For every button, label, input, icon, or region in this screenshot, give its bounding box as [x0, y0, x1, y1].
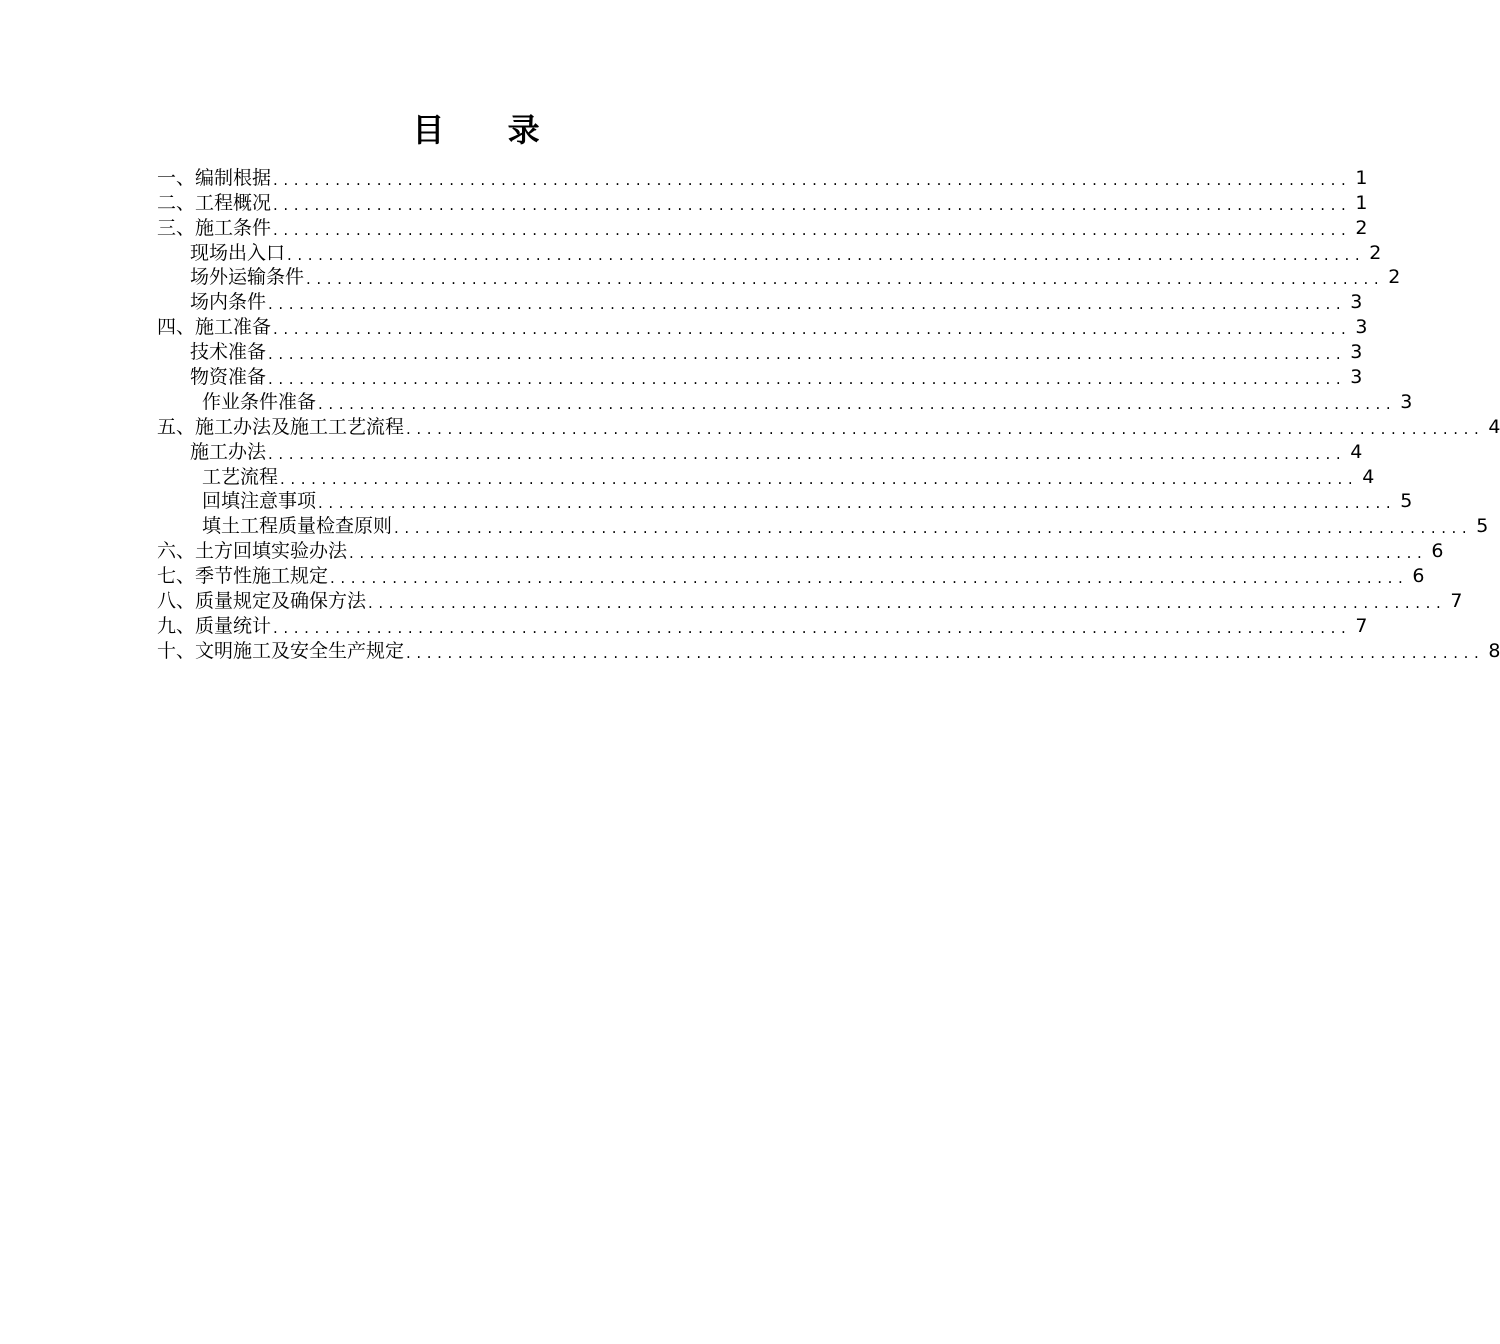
toc-leader-dots: ........................................................................................................: [273, 618, 1352, 637]
toc-entry[interactable]: [157, 538, 1444, 563]
toc-leader-dots: ........................................................................................................: [368, 594, 1447, 613]
toc-entry[interactable]: [157, 638, 1500, 663]
toc-leader-dots: ........................................................................................................: [268, 444, 1347, 463]
toc-leader-dots: ........................................................................................................: [318, 494, 1397, 513]
toc-entry[interactable]: [157, 314, 1368, 339]
toc-entry-number: 十、: [157, 639, 196, 662]
toc-entry-page: 2: [1388, 266, 1401, 289]
toc-entry[interactable]: [157, 289, 1363, 314]
toc-entry-page: 3: [1350, 291, 1363, 314]
toc-entry-page: 4: [1488, 415, 1500, 438]
toc-leader-dots: ........................................................................................................: [287, 245, 1366, 264]
toc-entry-page: 4: [1362, 465, 1375, 488]
toc-entry[interactable]: [157, 414, 1500, 439]
toc-leader-dots: ........................................................................................................: [330, 569, 1409, 588]
toc-entry[interactable]: [157, 265, 1401, 290]
toc-entry-number: 五、: [157, 415, 196, 438]
toc-entry-page: 5: [1400, 490, 1413, 513]
toc-entry[interactable]: [157, 489, 1413, 514]
toc-entry-page: 2: [1369, 241, 1382, 264]
toc-title: 目 录: [412, 111, 566, 149]
toc-entry-label: 土方回填实验办法: [195, 540, 348, 563]
table-of-contents: [157, 165, 1500, 663]
toc-entry-label: 工程概况: [195, 191, 272, 214]
toc-entry-label: 质量规定及确保方法: [195, 590, 367, 613]
toc-entry[interactable]: [157, 563, 1425, 588]
toc-entry-page: 4: [1350, 440, 1363, 463]
toc-leader-dots: ........................................................................................................: [406, 419, 1485, 438]
toc-entry[interactable]: [157, 190, 1368, 215]
toc-entry-number: 二、: [157, 191, 196, 214]
toc-entry[interactable]: [157, 513, 1489, 538]
toc-leader-dots: ........................................................................................................: [394, 519, 1473, 538]
toc-leader-dots: ........................................................................................................: [406, 643, 1485, 662]
toc-entry-number: 七、: [157, 565, 196, 588]
toc-entry-label: 回填注意事项: [202, 490, 317, 513]
toc-entry-page: 1: [1355, 166, 1368, 189]
toc-entry-number: 六、: [157, 540, 196, 563]
toc-entry-page: 7: [1450, 590, 1463, 613]
toc-leader-dots: ........................................................................................................: [273, 195, 1352, 214]
toc-entry-label: 施工办法: [190, 440, 267, 463]
toc-entry-page: 1: [1355, 191, 1368, 214]
toc-entry-label: 工艺流程: [202, 465, 279, 488]
toc-entry[interactable]: [157, 215, 1368, 240]
toc-entry[interactable]: [157, 364, 1363, 389]
toc-leader-dots: ........................................................................................................: [273, 220, 1352, 239]
toc-entry-number: 一、: [157, 166, 196, 189]
toc-entry-label: 作业条件准备: [202, 390, 317, 413]
toc-entry-number: 四、: [157, 316, 196, 339]
toc-entry[interactable]: [157, 240, 1382, 265]
toc-entry-page: 8: [1488, 639, 1500, 662]
toc-entry-label: 填土工程质量检查原则: [202, 515, 393, 538]
toc-entry-label: 编制根据: [195, 166, 272, 189]
toc-entry[interactable]: [157, 389, 1413, 414]
toc-entry-label: 施工办法及施工工艺流程: [195, 415, 405, 438]
toc-entry-page: 3: [1355, 316, 1368, 339]
toc-entry-page: 3: [1350, 341, 1363, 364]
toc-leader-dots: ........................................................................................................: [306, 270, 1385, 289]
toc-leader-dots: ........................................................................................................: [273, 170, 1352, 189]
toc-entry-number: 九、: [157, 614, 196, 637]
toc-entry[interactable]: [157, 464, 1375, 489]
toc-entry-label: 场外运输条件: [190, 266, 305, 289]
toc-entry-number: 八、: [157, 590, 196, 613]
toc-entry[interactable]: [157, 613, 1368, 638]
toc-entry-page: 6: [1431, 540, 1444, 563]
toc-entry-label: 文明施工及安全生产规定: [195, 639, 405, 662]
toc-entry[interactable]: [157, 588, 1463, 613]
toc-leader-dots: ........................................................................................................: [268, 295, 1347, 314]
toc-entry-label: 现场出入口: [190, 241, 286, 264]
toc-entry[interactable]: [157, 439, 1363, 464]
toc-leader-dots: ........................................................................................................: [268, 370, 1347, 389]
toc-entry[interactable]: [157, 339, 1363, 364]
toc-entry-page: 6: [1412, 565, 1425, 588]
toc-entry-number: 三、: [157, 216, 196, 239]
toc-entry-label: 场内条件: [190, 291, 267, 314]
toc-leader-dots: ........................................................................................................: [318, 394, 1397, 413]
toc-entry-page: 7: [1355, 614, 1368, 637]
toc-entry-page: 2: [1355, 216, 1368, 239]
toc-entry-label: 季节性施工规定: [195, 565, 329, 588]
toc-leader-dots: ........................................................................................................: [268, 345, 1347, 364]
toc-entry-page: 3: [1400, 390, 1413, 413]
toc-entry-label: 物资准备: [190, 366, 267, 389]
toc-leader-dots: ........................................................................................................: [273, 320, 1352, 339]
toc-entry-page: 3: [1350, 366, 1363, 389]
toc-leader-dots: ........................................................................................................: [349, 544, 1428, 563]
toc-entry-label: 质量统计: [195, 614, 272, 637]
toc-entry[interactable]: [157, 165, 1368, 190]
toc-entry-label: 施工条件: [195, 216, 272, 239]
toc-leader-dots: ........................................................................................................: [280, 469, 1359, 488]
toc-entry-label: 技术准备: [190, 341, 267, 364]
toc-entry-label: 施工准备: [195, 316, 272, 339]
toc-entry-page: 5: [1476, 515, 1489, 538]
